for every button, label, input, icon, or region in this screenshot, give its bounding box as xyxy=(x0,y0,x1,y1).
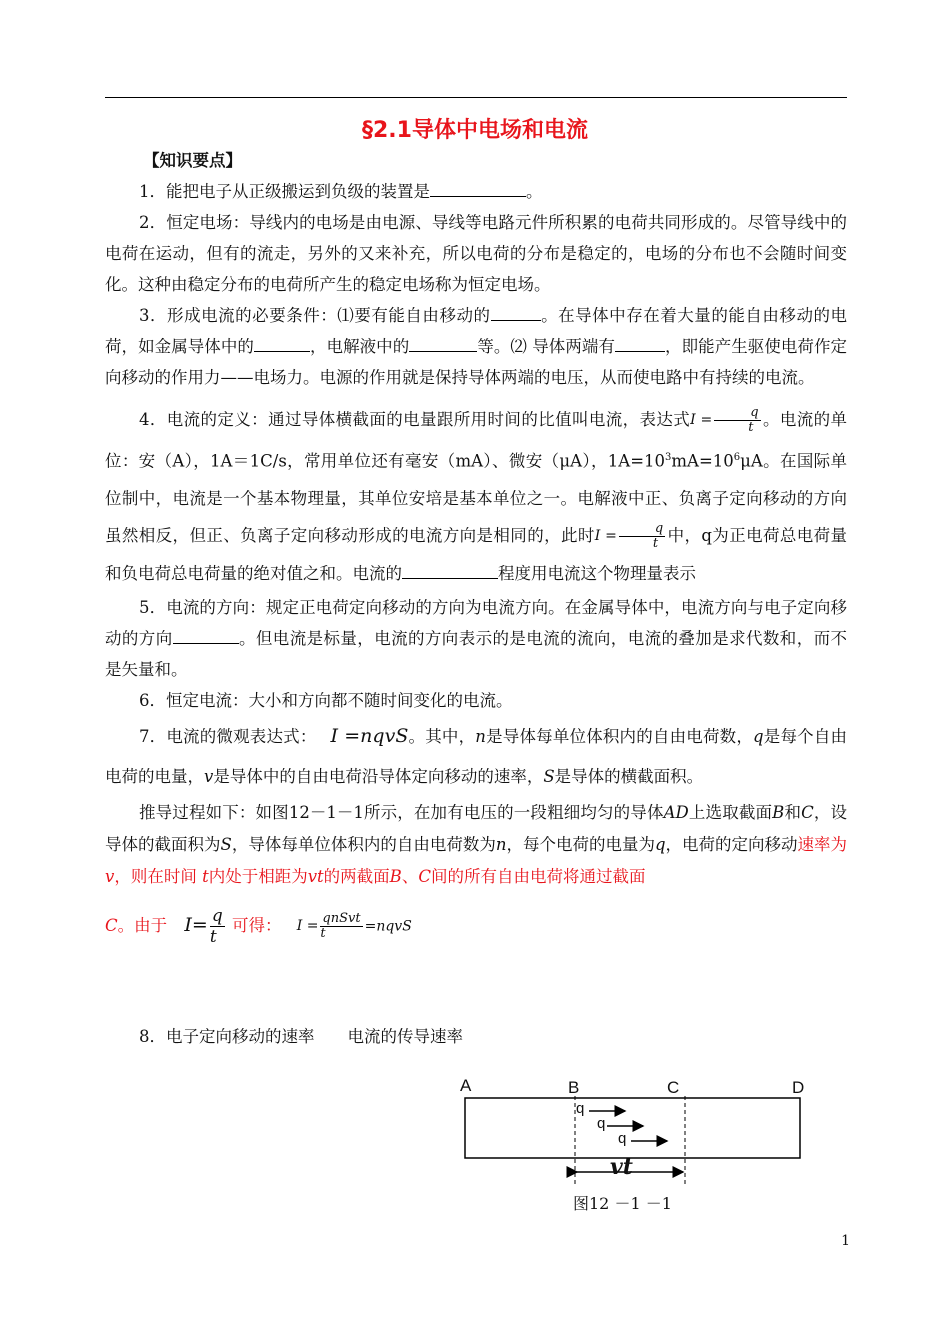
paragraph-2: 2．恒定电场：导线内的电场是由电源、导线等电路元件所积累的电荷共同形成的。尽管导线中的电荷在运动，但有的流走，另外的又来补充，所以电荷的分布是稳定的，电场的分布也不会随时间变化。这种由稳定分布的电荷所产生的稳定电场称为恒定电场。 xyxy=(105,213,847,294)
label-C: C xyxy=(667,1078,680,1097)
paragraph-3: 3．形成电流的必要条件：⑴要有能自由移动的 。在导体中存在着大量的能自由移动的电荷，如金属导体中的 ，电解液中的 等。⑵ 导体两端有 ，即能产生驱使电荷作定向移动的作用力——电场力。电源的作用就是保持导体两端的电压，从而使电路中有持续的电流。 xyxy=(105,300,847,393)
conductor-diagram xyxy=(455,1074,815,1244)
fraction-qnsvt-over-t: $\frac{\text{qnSvt}}{t}$ xyxy=(320,910,361,941)
blank-line xyxy=(254,334,310,352)
header-rule xyxy=(105,97,847,98)
highlighted-text: 速率为v，则在时间 t内处于相距为vt的两截面B、C间的所有自由电荷将通过截面 xyxy=(105,834,848,886)
section-heading: 【知识要点】 xyxy=(143,151,242,170)
body-text xyxy=(105,145,847,948)
fraction-q-over-t: $\frac{q}{t}$ xyxy=(714,406,760,435)
formula-current-electrolyte: I = xyxy=(594,527,617,544)
item-8: 8．电子定向移动的速率 电流的传导速率 xyxy=(139,1027,463,1046)
blank-line xyxy=(615,334,665,352)
charge-label: q xyxy=(597,1115,606,1132)
paragraph-derivation: 推导过程如下：如图12－1－1所示，在加有电压的一段粗细均匀的导体AD上选取截面B和C，设导体的截面积为S，导体每单位体积内的自由电荷数为n，每个电荷的电量为q，电荷的定向移动速率为v，则在时间 t内处于相距为vt的两截面B、C间的所有自由电荷将通过截面 xyxy=(105,802,848,886)
blank-line xyxy=(409,334,477,352)
paragraph-6: 6．恒定电流：大小和方向都不随时间变化的电流。 xyxy=(139,690,513,710)
formula-I: I xyxy=(184,913,192,936)
paragraph-1: 1．能把电子从正级搬运到负级的装置是 。 xyxy=(105,176,847,207)
distance-label: vt xyxy=(610,1154,633,1180)
label-B: B xyxy=(568,1078,580,1097)
charge-label: q xyxy=(618,1130,627,1147)
page-number: 1 xyxy=(841,1233,850,1249)
label-A: A xyxy=(460,1076,472,1095)
blank-line xyxy=(491,303,541,321)
formula-microscopic-current: I =nqvS xyxy=(330,724,409,747)
conductor-rect xyxy=(465,1098,800,1158)
formula-result: I = xyxy=(296,918,319,934)
page-title: §2.1导体中电场和电流 xyxy=(362,118,588,143)
blank-line xyxy=(173,625,239,643)
blank-line xyxy=(430,179,526,197)
conductor-svg xyxy=(455,1074,815,1194)
paragraph-7: 7．电流的微观表达式： I =nqvS。其中，n是导体每单位体积内的自由电荷数，q是每个自由电荷的电量，v是导体中的自由电荷沿导体定向移动的速率，S是导体的横截面积。 xyxy=(105,724,848,786)
blank-line xyxy=(402,560,498,578)
paragraph-5: 5．电流的方向：规定正电荷定向移动的方向为电流方向。在金属导体中，电流方向与电子定向移动的方向 。但电流是标量，电流的方向表示的是电流的流向，电流的叠加是求代数和，而不是矢量和。 xyxy=(105,597,848,679)
paragraph-derivation-end: C。由于 I= $\frac{q}{t}$ 可得： I = $\frac{\text{qnSvt}}{t}$ =nqvS xyxy=(105,905,412,947)
formula-current-definition: I = xyxy=(690,412,713,428)
fraction-q-over-t: $\frac{q}{t}$ xyxy=(619,522,665,551)
charge-label: q xyxy=(576,1100,585,1117)
figure-caption: 图12 －1 －1 xyxy=(573,1194,672,1213)
paragraph-4: 4．电流的定义：通过导体横截面的电量跟所用时间的比值叫电流，表达式I = $\frac{q}{t}$ 。电流的单位：安（A），1A＝1C/s，常用单位还有毫安（mA）、微安（μA），$1A=10^3mA=10^6\mu A$。在国际单位制中，电流是一个基本物理量，其单位安培是基本单位之一。电解液中正、负离子定向移动的方向虽然相反，但正、负离子定向移动形成的电流方向是相同的，此时I = $\frac{q}{t}$ 中，q为正电荷总电荷量和负电荷总电荷量的绝对值之和。电流的 程度用电流这个物理量表示 xyxy=(105,405,848,583)
fraction-q-over-t: $\frac{q}{t}$ xyxy=(209,905,223,947)
label-D: D xyxy=(792,1078,805,1097)
